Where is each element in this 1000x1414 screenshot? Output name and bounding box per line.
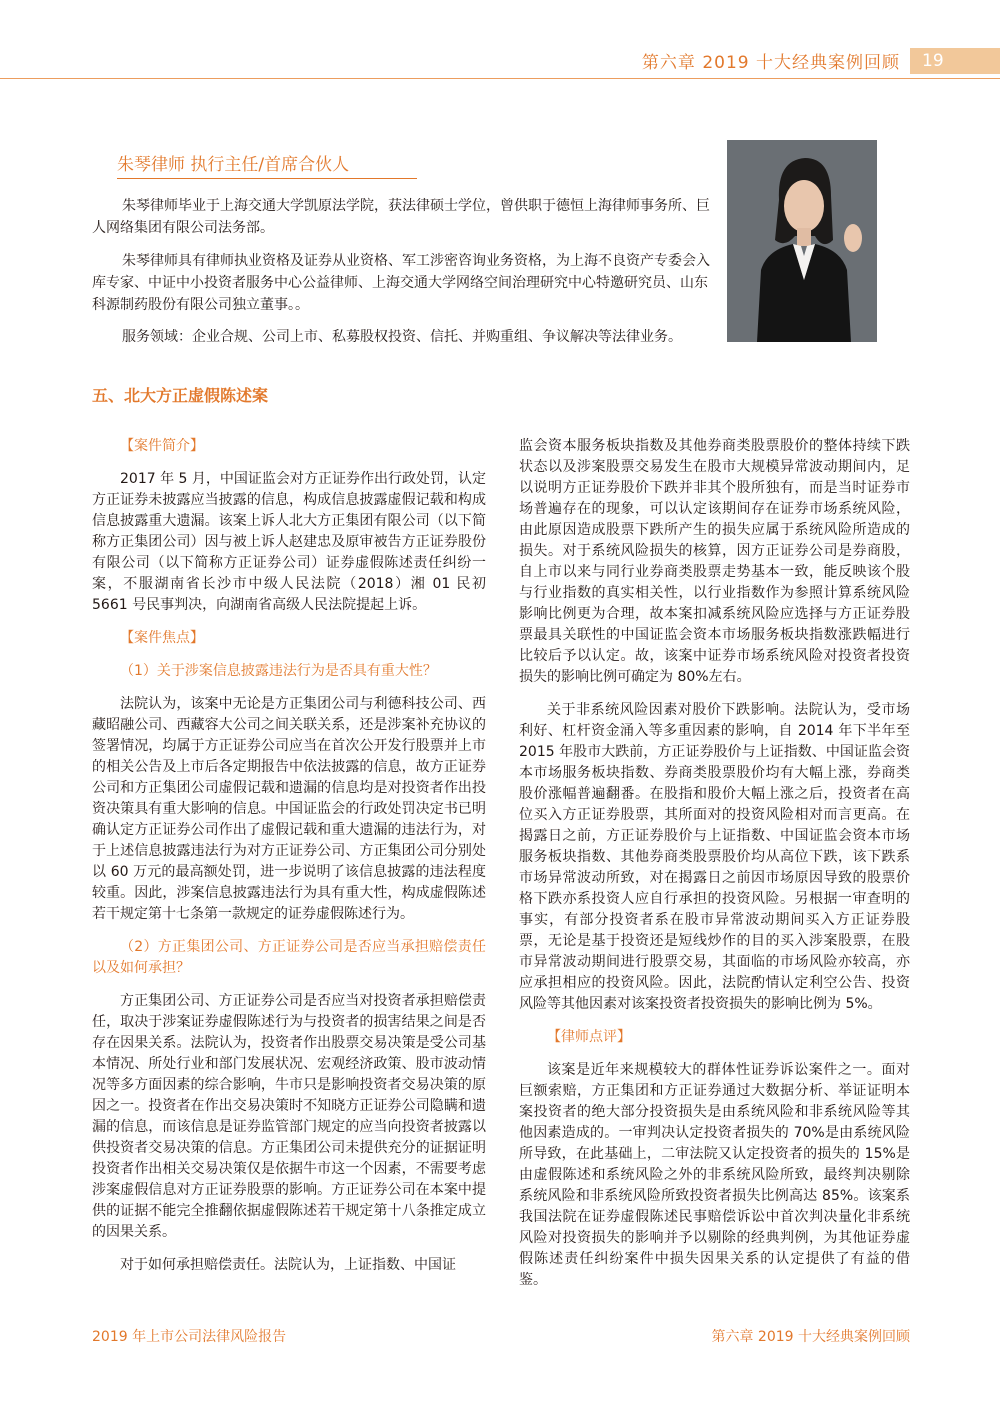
header-divider: [0, 78, 1000, 79]
bio-paragraph-3: 服务领域：企业合规、公司上市、私募股权投资、信托、并购重组、争议解决等法律业务。: [122, 329, 682, 345]
page-number: 19: [910, 48, 1000, 74]
lawyer-portrait: [727, 140, 877, 342]
lawyer-comment-text: 该案是近年来规模较大的群体性证券诉讼案件之一。面对巨额索赔，方正集团和方正证券通过大数据分析、举证证明本案投资者的绝大部分投资损失是由系统风险和非系统风险等其他因素造成的。一审判决认定投资者损失的 70%是由系统风险所导致，在此基础上，二审法院又认定投资者的损失的 15%是由虚假陈述和系统风险之外的非系统风险所致，最终判决剔除系统风险和非系统风险所致投资者损失比例高达 85%。该案系我国法院在证券虚假陈述民事赔偿诉讼中首次判决量化非系统风险对投资损失的影响并予以剔除的经典判例，为其他证券虚假陈述责任纠纷案件中损失因果关系的认定提供了有益的借鉴。: [519, 1062, 910, 1288]
bio-paragraph-2: 朱琴律师具有律师执业资格及证券从业资格、军工涉密咨询业务资格，为上海不良资产专委会入库专家、中证中小投资者服务中心公益律师、上海交通大学网络空间治理研究中心特邀研究员、山东科源制药股份有限公司独立董事。。: [92, 253, 710, 313]
section-title: 五、北大方正虚假陈述案: [92, 386, 269, 405]
portrait-illustration: [727, 140, 877, 342]
header-chapter-title: 第六章 2019 十大经典案例回顾: [641, 53, 900, 73]
footer-chapter-title: 第六章 2019 十大经典案例回顾: [711, 1329, 910, 1345]
answer-3-continued: 监会资本服务板块指数及其他券商类股票股价的整体持续下跌状态以及涉案股票交易发生在股市大规模异常波动期间内，足以说明方正证券股价下跌并非其个股所独有，而是当时证券市场普遍存在的现象，可以认定该期间存在证券市场系统风险，由此原因造成股票下跌所产生的损失应属于系统风险所造成的损失。对于系统风险损失的核算，因方正证券公司是券商股，自上市以来与同行业券商类股票走势基本一致，能反映该个股与行业指数的真实相关性，以行业指数作为参照计算系统风险影响比例更为合理，故本案扣减系统风险应选择与方正证券股票最具关联性的中国证监会资本市场服务板块指数涨跌幅进行比较后予以认定。故，该案中证券市场系统风险对投资者投资损失的影响比例可确定为 80%左右。: [519, 438, 910, 685]
question-2: （2）方正集团公司、方正证券公司是否应当承担赔偿责任以及如何承担？: [92, 939, 486, 976]
case-summary-text: 2017 年 5 月，中国证监会对方正证券作出行政处罚，认定方正证券未披露应当披露的信息，构成信息披露虚假记载和构成信息披露重大遗漏。该案上诉人北大方正集团有限公司（以下简称方正集团公司）因与被上诉人赵建忠及原审被告方正证券股份有限公司（以下简称方正证券公司）证券虚假陈述责任纠纷一案，不服湖南省长沙市中级人民法院（2018）湘 01 民初 5661 号民事判决，向湖南省高级人民法院提起上诉。: [92, 471, 486, 613]
non-systematic-risk-paragraph: 关于非系统风险因素对股价下跌影响。法院认为，受市场利好、杠杆资金涌入等多重因素的影响，自 2014 年下半年至 2015 年股市大跌前，方正证券股价与上证指数、中国证监会资本市场服务板块指数、券商类股票股价均有大幅上涨，券商类股价涨幅普遍翻番。在股指和股价大幅上涨之后，投资者在高位买入方正证券股票，其所面对的投资风险相对而言更高。在揭露日之前，方正证券股价与上证指数、中国证监会资本市场服务板块指数、其他券商类股票股价均从高位下跌，该下跌系市场异常波动所致，对在揭露日之前因市场原因导致的股票价格下跌亦系投资人应自行承担的投资风险。另根据一审查明的事实，有部分投资者系在股市异常波动期间买入方正证券股票，无论是基于投资还是短线炒作的目的买入涉案股票，在股市异常波动期间进行股票交易，其面临的市场风险亦较高，亦应承担相应的投资风险。因此，法院酌情认定利空公告、投资风险等其他因素对该案投资者投资损失的影响比例为 5%。: [519, 702, 910, 1012]
case-focus-tag: 【案件焦点】: [120, 630, 204, 646]
footer-report-title: 2019 年上市公司法律风险报告: [92, 1329, 287, 1345]
answer-3-start: 对于如何承担赔偿责任。法院认为，上证指数、中国证: [120, 1257, 456, 1273]
answer-1: 法院认为，该案中无论是方正集团公司与利德科技公司、西藏昭融公司、西藏容大公司之间关联关系，还是涉案补充协议的签署情况，均属于方正证券公司应当在首次公开发行股票并上市的相关公告及上市后各定期报告中依法披露的信息，故方正证券公司和方正集团公司虚假记载和遗漏的信息均是对投资者作出投资决策具有重大影响的信息。中国证监会的行政处罚决定书已明确认定方正证券公司作出了虚假记载和重大遗漏的违法行为，对于上述信息披露违法行为对方正证券公司、方正集团公司分别处以 60 万元的最高额处罚，进一步说明了该信息披露的违法程度较重。因此，涉案信息披露违法行为具有重大性，构成虚假陈述若干规定第十七条第一款规定的证券虚假陈述行为。: [92, 696, 486, 922]
answer-2: 方正集团公司、方正证券公司是否应当对投资者承担赔偿责任，取决于涉案证券虚假陈述行为与投资者的损害结果之间是否存在因果关系。法院认为，投资者作出股票交易决策是受公司基本情况、所处行业和部门发展状况、宏观经济政策、股市波动情况等多方面因素的综合影响，牛市只是影响投资者交易决策的原因之一。投资者在作出交易决策时不知晓方正证券公司隐瞒和遗漏的信息，而该信息是证券监管部门规定的应当向投资者披露以供投资者交易决策的信息。方正集团公司未提供充分的证据证明投资者作出相关交易决策仅是依据牛市这一个因素，不需要考虑涉案虚假信息对方正证券股票的影响。方正证券公司在本案中提供的证据不能完全推翻依据虚假陈述若干规定第十八条推定成立的因果关系。: [92, 993, 486, 1240]
case-summary-tag: 【案件简介】: [120, 438, 204, 454]
question-1: （1）关于涉案信息披露违法行为是否具有重大性？: [120, 663, 437, 679]
lawyer-comment-tag: 【律师点评】: [547, 1029, 631, 1045]
right-column: [519, 436, 910, 1291]
left-column: [92, 436, 486, 1276]
bio-paragraph-1: 朱琴律师毕业于上海交通大学凯原法学院，获法律硕士学位，曾供职于德恒上海律师事务所、巨人网络集团有限公司法务部。: [92, 198, 710, 236]
bio-title: 朱琴律师 执行主任/首席合伙人: [117, 150, 417, 179]
